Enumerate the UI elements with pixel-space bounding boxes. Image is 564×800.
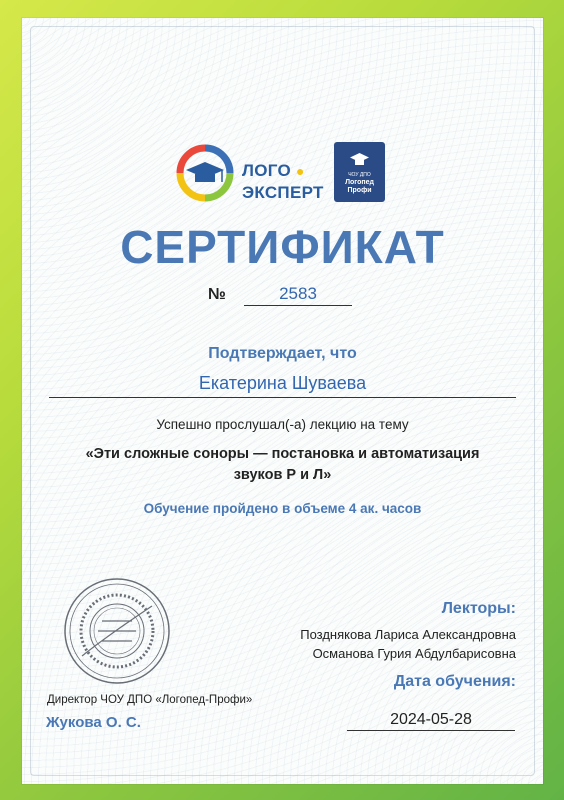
- director-title: Директор ЧОУ ДПО «Логопед-Профи»: [47, 694, 253, 706]
- training-date-label: Дата обучения:: [393, 673, 516, 690]
- certificate-sheet: [22, 18, 543, 784]
- number-label: №: [208, 286, 226, 303]
- logo-expert-wordmark: [242, 160, 324, 203]
- logoped-profi-badge: [334, 142, 385, 202]
- director-name: Жукова О. С.: [46, 714, 141, 731]
- official-stamp-icon: [62, 576, 172, 686]
- lecturer-name: Позднякова Лариса Александровна: [300, 627, 516, 642]
- certificate-number: 2583: [244, 284, 352, 306]
- logo-dot-icon: ●: [296, 163, 305, 179]
- certificate-title: СЕРТИФИКАТ: [120, 221, 445, 273]
- lecturers-label: Лекторы:: [441, 600, 516, 617]
- confirm-text: Подтверждает, что: [208, 345, 357, 362]
- badge-line1: ЧОУ ДПО: [348, 172, 371, 178]
- training-date-value: 2024-05-28: [347, 711, 515, 731]
- hours-text: Обучение пройдено в объеме 4 ак. часов: [143, 501, 422, 516]
- logo-line1: ЛОГО: [242, 161, 291, 180]
- badge-line3: Профи: [347, 187, 372, 194]
- recipient-name: Екатерина Шуваева: [49, 373, 516, 398]
- badge-line2: Логопед: [345, 179, 374, 186]
- graduation-cap-icon: [349, 152, 370, 168]
- logo-line2: ЭКСПЕРТ: [242, 183, 324, 202]
- lecture-topic: «Эти сложные соноры — постановка и автоматизация звуков Р и Л»: [85, 446, 480, 483]
- lecturer-name: Османова Гурия Абдулбарисовна: [312, 646, 516, 661]
- listened-text: Успешно прослушал(-а) лекцию на тему: [156, 417, 409, 432]
- logo-expert-emblem-icon: [176, 144, 234, 220]
